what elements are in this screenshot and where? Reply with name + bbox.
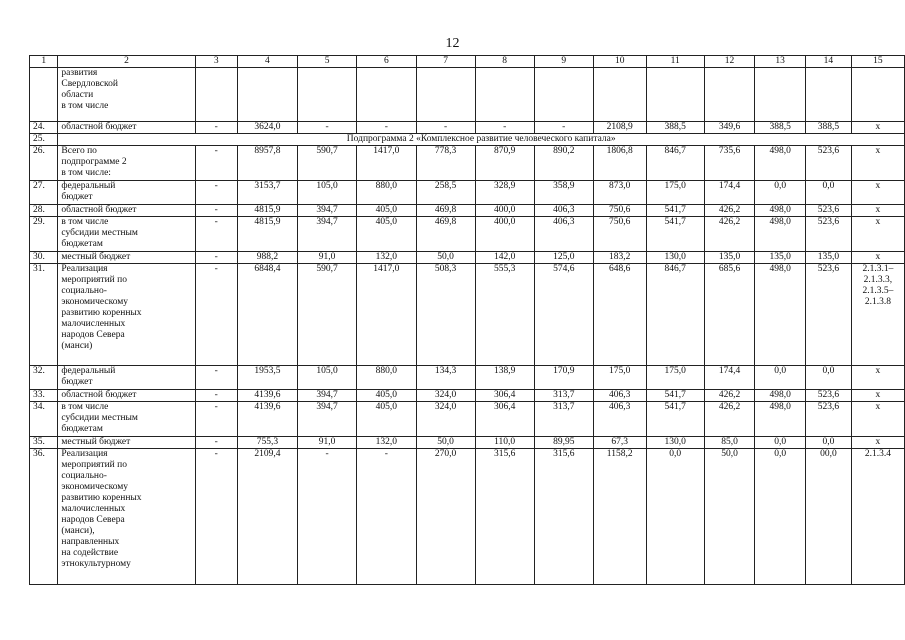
value-cell: 750,6 xyxy=(593,205,646,217)
column-header: 15 xyxy=(851,56,904,68)
column-header: 3 xyxy=(195,56,237,68)
value-cell: 394,7 xyxy=(298,390,357,402)
value-cell: 406,3 xyxy=(534,205,593,217)
value-cell: 541,7 xyxy=(646,217,704,252)
value-cell: 130,0 xyxy=(646,252,704,264)
value-cell: 523,6 xyxy=(805,217,851,252)
code-cell xyxy=(851,68,904,122)
code-cell: х xyxy=(851,205,904,217)
value-cell: 1417,0 xyxy=(357,146,416,181)
value-cell xyxy=(416,68,475,122)
row-label: федеральный бюджет xyxy=(58,181,195,205)
value-cell: 988,2 xyxy=(237,252,297,264)
value-cell xyxy=(805,68,851,122)
table-row xyxy=(30,122,905,134)
value-cell: 890,2 xyxy=(534,146,593,181)
row-label: областной бюджет xyxy=(58,122,195,134)
table-row xyxy=(30,390,905,402)
row-label: федеральный бюджет xyxy=(58,366,195,390)
value-cell: 426,2 xyxy=(704,390,755,402)
table-row xyxy=(30,449,905,585)
row-label: Всего по подпрограмме 2 в том числе: xyxy=(58,146,195,181)
value-cell: 50,0 xyxy=(416,252,475,264)
value-cell: 426,2 xyxy=(704,205,755,217)
value-cell: 0,0 xyxy=(805,181,851,205)
code-cell: х xyxy=(851,122,904,134)
value-cell: 590,7 xyxy=(298,264,357,366)
value-cell: 574,6 xyxy=(534,264,593,366)
value-cell xyxy=(475,68,534,122)
value-cell: 523,6 xyxy=(805,390,851,402)
value-cell: 735,6 xyxy=(704,146,755,181)
value-cell: 132,0 xyxy=(357,437,416,449)
row-label: Реализация мероприятий по социально- экономическому развитию коренных малочисленных народов Севера (манси) xyxy=(58,264,195,366)
row-number: 30. xyxy=(30,252,58,264)
value-cell: 0,0 xyxy=(755,181,806,205)
value-cell: 138,9 xyxy=(475,366,534,390)
value-cell: 91,0 xyxy=(298,252,357,264)
value-cell: - xyxy=(195,366,237,390)
value-cell: 313,7 xyxy=(534,390,593,402)
value-cell: - xyxy=(195,205,237,217)
value-cell xyxy=(646,68,704,122)
value-cell: 2109,4 xyxy=(237,449,297,585)
value-cell: 0,0 xyxy=(805,437,851,449)
table-row xyxy=(30,252,905,264)
column-header: 14 xyxy=(805,56,851,68)
value-cell: 4815,9 xyxy=(237,205,297,217)
column-header: 13 xyxy=(755,56,806,68)
value-cell: 349,6 xyxy=(704,122,755,134)
value-cell: - xyxy=(357,122,416,134)
value-cell: 89,95 xyxy=(534,437,593,449)
code-cell: х xyxy=(851,217,904,252)
subprogram-title: Подпрограмма 2 «Комплексное развитие человеческого капитала» xyxy=(58,134,905,146)
value-cell: 183,2 xyxy=(593,252,646,264)
value-cell: - xyxy=(195,449,237,585)
value-cell: 498,0 xyxy=(755,264,806,366)
value-cell: 135,0 xyxy=(704,252,755,264)
value-cell: 394,7 xyxy=(298,205,357,217)
value-cell xyxy=(593,68,646,122)
code-cell: х xyxy=(851,390,904,402)
value-cell: 174,4 xyxy=(704,366,755,390)
value-cell xyxy=(298,68,357,122)
value-cell: 400,0 xyxy=(475,205,534,217)
code-cell: 2.1.3.1– 2.1.3.3, 2.1.3.5– 2.1.3.8 xyxy=(851,264,904,366)
value-cell: 105,0 xyxy=(298,366,357,390)
code-cell: х xyxy=(851,146,904,181)
value-cell xyxy=(755,68,806,122)
value-cell: - xyxy=(534,122,593,134)
value-cell: 00,0 xyxy=(805,449,851,585)
value-cell: 110,0 xyxy=(475,437,534,449)
table-row xyxy=(30,205,905,217)
value-cell: 2108,9 xyxy=(593,122,646,134)
value-cell: 498,0 xyxy=(755,402,806,437)
value-cell: 4139,6 xyxy=(237,390,297,402)
value-cell: 648,6 xyxy=(593,264,646,366)
value-cell: - xyxy=(357,449,416,585)
table-row xyxy=(30,402,905,437)
value-cell: 406,3 xyxy=(593,390,646,402)
value-cell: 306,4 xyxy=(475,390,534,402)
value-cell xyxy=(704,68,755,122)
code-cell: х xyxy=(851,366,904,390)
value-cell: - xyxy=(195,146,237,181)
row-label: областной бюджет xyxy=(58,390,195,402)
table-row xyxy=(30,68,905,122)
table-row xyxy=(30,146,905,181)
value-cell: 130,0 xyxy=(646,437,704,449)
value-cell: 1806,8 xyxy=(593,146,646,181)
column-header: 5 xyxy=(298,56,357,68)
value-cell: - xyxy=(195,437,237,449)
value-cell: 405,0 xyxy=(357,217,416,252)
value-cell: 469,8 xyxy=(416,217,475,252)
value-cell: 135,0 xyxy=(755,252,806,264)
row-number: 33. xyxy=(30,390,58,402)
value-cell: 4815,9 xyxy=(237,217,297,252)
value-cell: - xyxy=(195,390,237,402)
value-cell: 498,0 xyxy=(755,205,806,217)
value-cell: 406,3 xyxy=(593,402,646,437)
value-cell: 105,0 xyxy=(298,181,357,205)
value-cell: 880,0 xyxy=(357,181,416,205)
column-header: 9 xyxy=(534,56,593,68)
value-cell: 175,0 xyxy=(646,181,704,205)
value-cell: 134,3 xyxy=(416,366,475,390)
value-cell: 755,3 xyxy=(237,437,297,449)
value-cell: 590,7 xyxy=(298,146,357,181)
table-row xyxy=(30,217,905,252)
value-cell: - xyxy=(195,217,237,252)
column-header: 8 xyxy=(475,56,534,68)
value-cell: 846,7 xyxy=(646,146,704,181)
value-cell: 324,0 xyxy=(416,402,475,437)
column-header: 10 xyxy=(593,56,646,68)
value-cell: 1417,0 xyxy=(357,264,416,366)
value-cell: 523,6 xyxy=(805,402,851,437)
value-cell: 50,0 xyxy=(416,437,475,449)
value-cell: 0,0 xyxy=(755,437,806,449)
value-cell: - xyxy=(475,122,534,134)
page-number: 12 xyxy=(445,36,460,51)
column-header: 11 xyxy=(646,56,704,68)
value-cell: 4139,6 xyxy=(237,402,297,437)
value-cell: 523,6 xyxy=(805,205,851,217)
value-cell: 541,7 xyxy=(646,390,704,402)
value-cell: 523,6 xyxy=(805,264,851,366)
value-cell: 498,0 xyxy=(755,146,806,181)
code-cell: х xyxy=(851,402,904,437)
value-cell: 174,4 xyxy=(704,181,755,205)
value-cell: 170,9 xyxy=(534,366,593,390)
row-number: 28. xyxy=(30,205,58,217)
value-cell: 132,0 xyxy=(357,252,416,264)
table-row xyxy=(30,437,905,449)
value-cell: 1158,2 xyxy=(593,449,646,585)
value-cell: 0,0 xyxy=(805,366,851,390)
value-cell: - xyxy=(195,264,237,366)
value-cell: 388,5 xyxy=(805,122,851,134)
code-cell: х xyxy=(851,437,904,449)
value-cell: 498,0 xyxy=(755,390,806,402)
value-cell: 306,4 xyxy=(475,402,534,437)
code-cell: х xyxy=(851,181,904,205)
value-cell: 3153,7 xyxy=(237,181,297,205)
value-cell: 175,0 xyxy=(646,366,704,390)
column-header: 1 xyxy=(30,56,58,68)
value-cell: - xyxy=(298,449,357,585)
row-number xyxy=(30,68,58,122)
value-cell: 541,7 xyxy=(646,402,704,437)
value-cell: 358,9 xyxy=(534,181,593,205)
row-label: местный бюджет xyxy=(58,437,195,449)
subprogram-row xyxy=(30,134,905,146)
value-cell xyxy=(534,68,593,122)
value-cell: 258,5 xyxy=(416,181,475,205)
value-cell: 388,5 xyxy=(755,122,806,134)
value-cell: 50,0 xyxy=(704,449,755,585)
column-header: 4 xyxy=(237,56,297,68)
value-cell: 426,2 xyxy=(704,402,755,437)
value-cell: 328,9 xyxy=(475,181,534,205)
row-label: Реализация мероприятий по социально- экономическому развитию коренных малочисленных народов Севера (манси), направленных на содействие этнокультурному xyxy=(58,449,195,585)
value-cell: 405,0 xyxy=(357,402,416,437)
value-cell: 870,9 xyxy=(475,146,534,181)
value-cell: 778,3 xyxy=(416,146,475,181)
value-cell: 541,7 xyxy=(646,205,704,217)
value-cell: 91,0 xyxy=(298,437,357,449)
value-cell: 394,7 xyxy=(298,217,357,252)
value-cell: 85,0 xyxy=(704,437,755,449)
column-header: 7 xyxy=(416,56,475,68)
value-cell: - xyxy=(195,122,237,134)
code-cell: х xyxy=(851,252,904,264)
value-cell: 400,0 xyxy=(475,217,534,252)
row-number: 29. xyxy=(30,217,58,252)
header-row xyxy=(30,56,905,68)
value-cell: 8957,8 xyxy=(237,146,297,181)
value-cell: 846,7 xyxy=(646,264,704,366)
value-cell: - xyxy=(298,122,357,134)
value-cell: 175,0 xyxy=(593,366,646,390)
value-cell: 313,7 xyxy=(534,402,593,437)
budget-table xyxy=(29,55,905,585)
row-label: в том числе субсидии местным бюджетам xyxy=(58,402,195,437)
value-cell xyxy=(357,68,416,122)
value-cell: 315,6 xyxy=(534,449,593,585)
value-cell: 555,3 xyxy=(475,264,534,366)
row-number: 35. xyxy=(30,437,58,449)
row-number: 25. xyxy=(30,134,58,146)
value-cell: 498,0 xyxy=(755,217,806,252)
value-cell: 405,0 xyxy=(357,205,416,217)
column-header: 12 xyxy=(704,56,755,68)
value-cell: 67,3 xyxy=(593,437,646,449)
value-cell xyxy=(195,68,237,122)
value-cell: 469,8 xyxy=(416,205,475,217)
row-number: 36. xyxy=(30,449,58,585)
table-row xyxy=(30,366,905,390)
value-cell: 1953,5 xyxy=(237,366,297,390)
row-number: 27. xyxy=(30,181,58,205)
value-cell: 394,7 xyxy=(298,402,357,437)
value-cell: 508,3 xyxy=(416,264,475,366)
value-cell: 873,0 xyxy=(593,181,646,205)
table-row xyxy=(30,181,905,205)
row-number: 31. xyxy=(30,264,58,366)
row-number: 32. xyxy=(30,366,58,390)
row-number: 34. xyxy=(30,402,58,437)
value-cell: 388,5 xyxy=(646,122,704,134)
code-cell: 2.1.3.4 xyxy=(851,449,904,585)
row-number: 26. xyxy=(30,146,58,181)
value-cell: 750,6 xyxy=(593,217,646,252)
column-header: 6 xyxy=(357,56,416,68)
row-label: местный бюджет xyxy=(58,252,195,264)
value-cell: 426,2 xyxy=(704,217,755,252)
value-cell: 406,3 xyxy=(534,217,593,252)
value-cell: - xyxy=(416,122,475,134)
value-cell: - xyxy=(195,181,237,205)
row-label: развития Свердловской области в том числе xyxy=(58,68,195,122)
row-label: в том числе субсидии местным бюджетам xyxy=(58,217,195,252)
value-cell: 685,6 xyxy=(704,264,755,366)
value-cell: 6848,4 xyxy=(237,264,297,366)
row-label: областной бюджет xyxy=(58,205,195,217)
value-cell: 125,0 xyxy=(534,252,593,264)
value-cell: 135,0 xyxy=(805,252,851,264)
value-cell: 324,0 xyxy=(416,390,475,402)
value-cell: 0,0 xyxy=(755,449,806,585)
value-cell: 0,0 xyxy=(755,366,806,390)
value-cell: 880,0 xyxy=(357,366,416,390)
value-cell: 270,0 xyxy=(416,449,475,585)
value-cell xyxy=(237,68,297,122)
value-cell: 405,0 xyxy=(357,390,416,402)
value-cell: 142,0 xyxy=(475,252,534,264)
value-cell: 315,6 xyxy=(475,449,534,585)
column-header: 2 xyxy=(58,56,195,68)
table-row xyxy=(30,264,905,366)
value-cell: 3624,0 xyxy=(237,122,297,134)
value-cell: 0,0 xyxy=(646,449,704,585)
row-number: 24. xyxy=(30,122,58,134)
value-cell: 523,6 xyxy=(805,146,851,181)
value-cell: - xyxy=(195,252,237,264)
value-cell: - xyxy=(195,402,237,437)
